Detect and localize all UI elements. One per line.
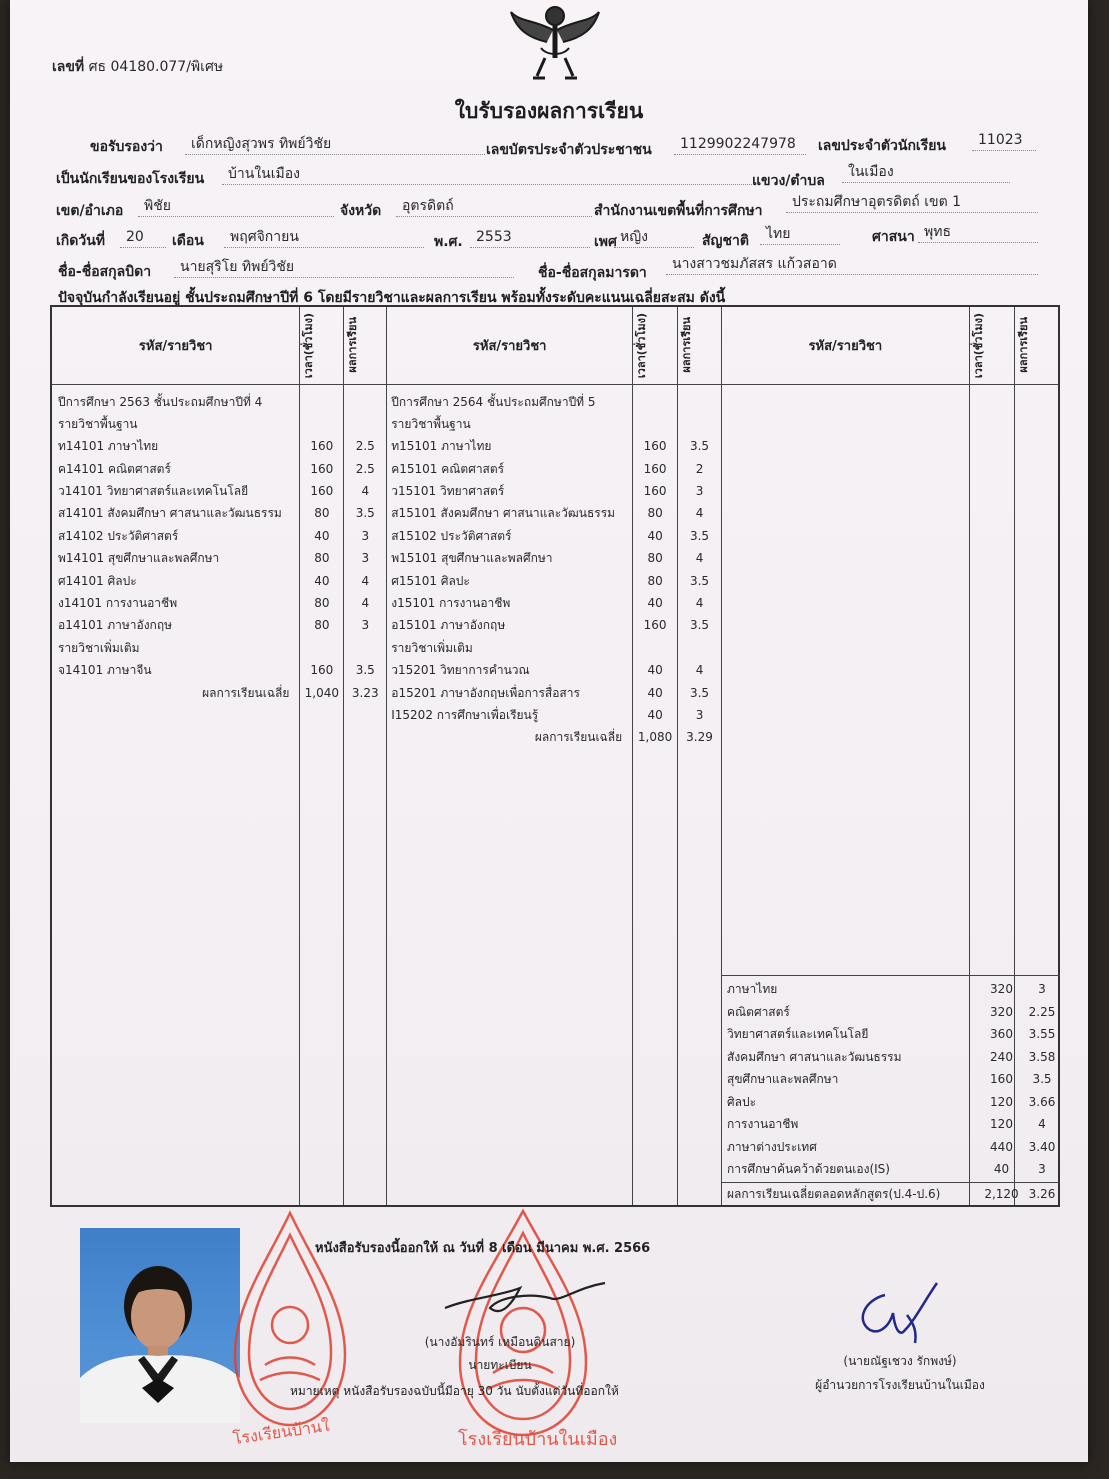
year2-avg-grade: 3.29 xyxy=(686,730,713,745)
year2-avg-label: ผลการเรียนเฉลี่ย xyxy=(534,730,623,745)
hours-cell: 80 xyxy=(314,596,330,611)
document-number xyxy=(52,56,223,78)
summary-grade: 3 xyxy=(1038,1162,1046,1176)
list-item: ศ15101 ศิลปะ xyxy=(391,573,470,588)
province-label: จังหวัด xyxy=(340,203,382,219)
grade-cell xyxy=(678,391,721,413)
list-item: ส14102 ประวัติศาสตร์ xyxy=(58,528,179,543)
list-item: ท15101 ภาษาไทย xyxy=(391,439,492,454)
sex-label: เพศ xyxy=(594,234,617,250)
grade-cell xyxy=(344,637,386,659)
list-item: รายวิชาพื้นฐาน xyxy=(391,416,471,431)
year1-grades xyxy=(344,384,387,1206)
summary-hours: 240 xyxy=(990,1049,1013,1064)
id-card-value: 1129902247978 xyxy=(674,136,806,155)
hours-header-2: เวลา(ชั่วโมง) xyxy=(635,312,649,378)
birth-month-value: พฤศจิกายน xyxy=(224,229,424,248)
table-row xyxy=(721,1113,1060,1136)
summary-grade: 4 xyxy=(1038,1117,1046,1131)
grade-cell: 3.5 xyxy=(689,573,710,588)
birth-day-label: เกิดวันที่ xyxy=(56,233,106,249)
summary-grade: 3.66 xyxy=(1028,1094,1056,1109)
year1-avg-grade: 3.23 xyxy=(351,685,379,700)
hours-cell: 160 xyxy=(310,484,334,499)
hours-cell: 160 xyxy=(643,618,667,633)
summary-total-row xyxy=(721,1182,1060,1205)
table-row xyxy=(721,1091,1060,1114)
hours-cell xyxy=(633,637,677,659)
grade-cell: 3.5 xyxy=(355,506,375,521)
office-label: สำนักงานเขตพื้นที่การศึกษา xyxy=(594,203,763,219)
table-row xyxy=(721,1136,1060,1159)
page-title: ใบรับรองผลการเรียน xyxy=(454,99,644,123)
student-name: เด็กหญิงสุวพร ทิพย์วิชัย xyxy=(185,136,485,155)
list-item: ส15102 ประวัติศาสตร์ xyxy=(391,528,512,543)
summary-grade: 3.40 xyxy=(1028,1139,1056,1154)
doc-no-label: เลขที่ xyxy=(52,59,85,75)
list-item: ท14101 ภาษาไทย xyxy=(58,439,159,454)
summary-grade: 3.5 xyxy=(1032,1072,1052,1086)
father-value: นายสุริโย ทิพย์วิชัย xyxy=(174,259,514,278)
year2-hours xyxy=(633,384,678,1206)
year2-avg-hours: 1,080 xyxy=(637,730,673,745)
list-item: I15202 การศึกษาเพื่อเรียนรู้ xyxy=(391,707,539,722)
birth-year-value: 2553 xyxy=(470,229,590,248)
grade-cell: 3.5 xyxy=(689,685,710,700)
year2-subjects xyxy=(387,384,633,1206)
birth-day-value: 20 xyxy=(120,229,166,248)
year1-hours xyxy=(300,384,344,1206)
grade-cell: 4 xyxy=(361,484,370,499)
list-item: จ14101 ภาษาจีน xyxy=(58,663,152,678)
summary-hours: 120 xyxy=(990,1117,1013,1131)
table-row xyxy=(721,978,1060,1001)
student-id-value: 11023 xyxy=(972,132,1036,151)
list-item: ปีการศึกษา 2564 ชั้นประถมศึกษาปีที่ 5 xyxy=(391,394,596,409)
summary-subject: คณิตศาสตร์ xyxy=(727,1004,790,1019)
hours-header-3: เวลา(ชั่วโมง) xyxy=(971,312,985,378)
summary-total-grade: 3.26 xyxy=(1028,1187,1056,1201)
hours-cell: 40 xyxy=(647,663,663,678)
grade-cell: 3.5 xyxy=(689,618,710,633)
grade-cell: 4 xyxy=(361,573,370,588)
subdistrict-label: แขวง/ตำบล xyxy=(752,173,825,189)
table-row xyxy=(721,1068,1060,1091)
district-value: พิชัย xyxy=(138,198,334,217)
nationality-value: ไทย xyxy=(760,226,840,245)
grade-cell: 3 xyxy=(361,528,370,543)
summary-hours: 320 xyxy=(990,982,1013,996)
validity-note: หมายเหตุ หนังสือรับรองฉบับนี้มีอายุ 30 วัน นับตั้งแต่วันที่ออกให้ xyxy=(290,1384,619,1398)
doc-no-value: ศธ 04180.077/พิเศษ xyxy=(88,59,224,75)
list-item: ส14101 สังคมศึกษา ศาสนาและวัฒนธรรม xyxy=(58,506,282,521)
hours-cell: 80 xyxy=(314,551,330,566)
list-item: ง14101 การงานอาชีพ xyxy=(58,596,178,611)
grade-cell xyxy=(344,391,386,413)
grade-cell: 3 xyxy=(361,618,370,633)
summary-grade: 3 xyxy=(1038,982,1046,996)
hours-cell: 40 xyxy=(647,596,663,611)
summary-total-hours: 2,120 xyxy=(984,1187,1019,1201)
summary-subject: สังคมศึกษา ศาสนาและวัฒนธรรม xyxy=(727,1049,902,1064)
father-label: ชื่อ-ชื่อสกุลบิดา xyxy=(58,264,152,280)
hours-cell xyxy=(633,391,677,413)
year1-avg-label: ผลการเรียนเฉลี่ย xyxy=(202,685,290,700)
hours-cell: 160 xyxy=(310,663,334,678)
hours-cell: 40 xyxy=(647,528,663,543)
hours-cell: 160 xyxy=(643,439,667,454)
director-title: ผู้อำนวยการโรงเรียนบ้านในเมือง xyxy=(815,1378,985,1392)
grade-cell: 4 xyxy=(361,596,370,611)
hours-cell: 80 xyxy=(647,506,663,521)
list-item: ศ14101 ศิลปะ xyxy=(58,573,137,588)
summary-subject: ภาษาไทย xyxy=(727,982,778,996)
list-item: พ15101 สุขศึกษาและพลศึกษา xyxy=(391,551,553,566)
grade-cell: 2 xyxy=(695,461,704,476)
student-id-label: เลขประจำตัวนักเรียน xyxy=(818,138,947,154)
hours-cell: 160 xyxy=(310,461,334,476)
summary-hours: 440 xyxy=(990,1139,1013,1154)
grade-cell: 2.5 xyxy=(355,461,375,476)
grade-cell xyxy=(678,413,721,435)
subject-header-1: รหัส/รายวิชา xyxy=(51,306,300,384)
hours-cell: 40 xyxy=(314,573,330,588)
province-value: อุตรดิตถ์ xyxy=(396,198,592,217)
list-item: รายวิชาเพิ่มเติม xyxy=(58,640,140,655)
summary-grade: 3.58 xyxy=(1028,1049,1056,1064)
religion-label: ศาสนา xyxy=(872,229,915,245)
grade-cell: 4 xyxy=(695,551,704,566)
summary-grade: 2.25 xyxy=(1028,1004,1056,1019)
summary-hours: 360 xyxy=(990,1027,1013,1041)
district-label: เขต/อำเภอ xyxy=(56,203,124,219)
sex-value: หญิง xyxy=(614,229,694,248)
hours-cell: 160 xyxy=(643,461,667,476)
summary-total-label: ผลการเรียนเฉลี่ยตลอดหลักสูตร(ป.4-ป.6) xyxy=(727,1187,941,1201)
hours-cell: 80 xyxy=(647,573,663,588)
list-item: อ14101 ภาษาอังกฤษ xyxy=(58,618,172,633)
list-item: ค14101 คณิตศาสตร์ xyxy=(58,461,171,476)
grade-cell: 3 xyxy=(695,484,704,499)
summary-grade: 3.55 xyxy=(1028,1027,1056,1041)
hours-header-1: เวลา(ชั่วโมง) xyxy=(302,312,316,378)
school-label: เป็นนักเรียนของโรงเรียน xyxy=(56,171,205,187)
nationality-label: สัญชาติ xyxy=(702,233,749,249)
year2-grades xyxy=(678,384,722,1206)
summary-subject: การศึกษาค้นคว้าด้วยตนเอง(IS) xyxy=(727,1162,890,1176)
director-signature-icon xyxy=(845,1275,945,1350)
list-item: พ14101 สุขศึกษาและพลศึกษา xyxy=(58,551,220,566)
grade-cell xyxy=(678,637,721,659)
summary-hours: 40 xyxy=(993,1162,1010,1176)
grade-cell: 3.5 xyxy=(689,439,710,454)
intro-text: ปัจจุบันกำลังเรียนอยู่ ชั้นประถมศึกษาปีที่ 6 โดยมีรายวิชาและผลการเรียน พร้อมทั้งระดับคะแนนเฉลี่ยสะสม ดังนี้ xyxy=(58,290,726,306)
svg-text:โรงเรียนบ้านใ: โรงเรียนบ้านใ xyxy=(231,1415,331,1449)
list-item: ว15101 วิทยาศาสตร์ xyxy=(391,484,505,499)
list-item: รายวิชาพื้นฐาน xyxy=(58,416,138,431)
grade-cell: 3 xyxy=(695,707,704,722)
grade-header-2: ผลการเรียน xyxy=(680,317,694,374)
hours-cell: 40 xyxy=(314,528,330,543)
table-row xyxy=(721,1046,1060,1069)
grade-cell xyxy=(344,413,386,435)
hours-cell: 40 xyxy=(647,707,663,722)
hours-cell: 40 xyxy=(647,685,663,700)
registrar-signature-icon xyxy=(440,1268,610,1328)
list-item: ว15201 วิทยาการคำนวณ xyxy=(391,663,530,678)
table-row xyxy=(721,1001,1060,1024)
subject-header-2: รหัส/รายวิชา xyxy=(387,306,633,384)
student-photo xyxy=(80,1228,240,1423)
religion-value: พุทธ xyxy=(918,224,1038,243)
student-portrait-icon xyxy=(80,1228,240,1423)
hours-cell xyxy=(300,391,343,413)
summary-subject: สุขศึกษาและพลศึกษา xyxy=(727,1072,839,1086)
list-item: ง15101 การงานอาชีพ xyxy=(391,596,511,611)
grade-cell: 2.5 xyxy=(355,439,375,454)
birth-year-label: พ.ศ. xyxy=(434,234,463,250)
table-row xyxy=(721,1023,1060,1046)
list-item: ว14101 วิทยาศาสตร์และเทคโนโลยี xyxy=(58,484,249,499)
id-card-label: เลขบัตรประจำตัวประชาชน xyxy=(486,142,652,158)
stamp-text: โรงเรียนบ้านในเมือง xyxy=(458,1429,618,1450)
grade-cell: 3 xyxy=(361,551,370,566)
registrar-title: นายทะเบียน xyxy=(468,1358,532,1372)
hours-cell xyxy=(300,637,343,659)
garuda-emblem-icon xyxy=(505,0,605,82)
list-item: อ15201 ภาษาอังกฤษเพื่อการสื่อสาร xyxy=(391,685,580,700)
summary-subject: ภาษาต่างประเทศ xyxy=(727,1139,817,1154)
grade-header-3: ผลการเรียน xyxy=(1016,317,1030,374)
school-value: บ้านในเมือง xyxy=(222,166,752,185)
hours-cell: 80 xyxy=(314,506,330,521)
issue-date-text: หนังสือรับรองนี้ออกให้ ณ วันที่ 8 เดือน มีนาคม พ.ศ. 2566 xyxy=(315,1241,651,1256)
hours-cell: 160 xyxy=(643,484,667,499)
summary-hours: 160 xyxy=(990,1072,1013,1086)
subdistrict-value: ในเมือง xyxy=(842,164,1010,183)
summary-block xyxy=(721,975,1060,1207)
hours-cell: 80 xyxy=(314,618,330,633)
registrar-name: (นางอัมรินทร์ เหมือนดินสาย) xyxy=(424,1335,576,1349)
grade-header-1: ผลการเรียน xyxy=(346,317,360,374)
grade-cell: 4 xyxy=(695,596,704,611)
grade-cell: 3.5 xyxy=(355,663,375,678)
hours-cell xyxy=(300,413,343,435)
mother-value: นางสาวชมภัสสร แก้วสอาด xyxy=(666,256,1038,275)
certify-label: ขอรับรองว่า xyxy=(90,139,163,155)
list-item: ค15101 คณิตศาสตร์ xyxy=(391,461,505,476)
certificate-paper xyxy=(10,0,1088,1462)
table-row xyxy=(721,1158,1060,1181)
list-item: อ15101 ภาษาอังกฤษ xyxy=(391,618,506,633)
director-name: (นายณัฐเชวง รักพงษ์) xyxy=(843,1354,957,1368)
summary-subject: การงานอาชีพ xyxy=(727,1117,799,1131)
summary-hours: 320 xyxy=(990,1004,1013,1019)
list-item: ส15101 สังคมศึกษา ศาสนาและวัฒนธรรม xyxy=(391,506,616,521)
mother-label: ชื่อ-ชื่อสกุลมารดา xyxy=(538,265,647,281)
list-item: ปีการศึกษา 2563 ชั้นประถมศึกษาปีที่ 4 xyxy=(58,394,263,409)
grade-cell: 3.5 xyxy=(689,528,710,543)
grade-cell: 4 xyxy=(695,663,704,678)
summary-subject: วิทยาศาสตร์และเทคโนโลยี xyxy=(727,1027,869,1041)
hours-cell xyxy=(633,413,677,435)
summary-hours: 120 xyxy=(990,1094,1013,1109)
year1-subjects xyxy=(51,384,300,1206)
list-item: รายวิชาเพิ่มเติม xyxy=(391,640,473,655)
office-value: ประถมศึกษาอุตรดิตถ์ เขต 1 xyxy=(786,194,1038,213)
birth-month-label: เดือน xyxy=(172,233,204,249)
grade-cell: 4 xyxy=(695,506,704,521)
hours-cell: 160 xyxy=(310,439,334,454)
summary-subject: ศิลปะ xyxy=(727,1094,757,1109)
subject-header-3: รหัส/รายวิชา xyxy=(721,306,969,384)
hours-cell: 80 xyxy=(647,551,663,566)
year1-avg-hours: 1,040 xyxy=(304,685,340,700)
